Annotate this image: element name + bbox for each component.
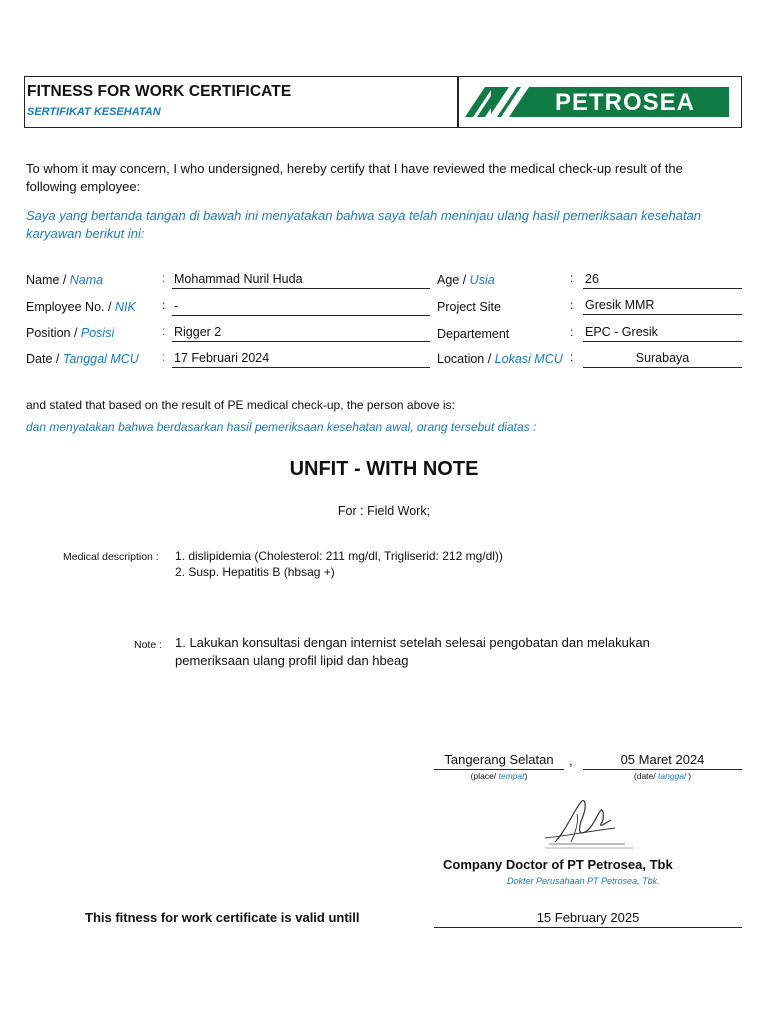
project-site-value: Gresik MMR [583, 298, 742, 315]
certificate-title: FITNESS FOR WORK CERTIFICATE [27, 83, 292, 100]
colon: : [570, 325, 574, 339]
date-label: Date / Tanggal MCU [26, 352, 139, 366]
validity-date: 15 February 2025 [434, 910, 742, 928]
fitness-verdict: UNFIT - WITH NOTE [289, 458, 479, 480]
medical-item: 1. dislipidemia (Cholesterol: 211 mg/dl, Trigliserid: 212 mg/dl)) [175, 549, 503, 563]
department-value: EPC - Gresik [583, 325, 742, 342]
colon: : [570, 298, 574, 312]
colon: : [162, 298, 166, 312]
company-doctor-subtitle: Dokter Perusahaan PT Petrosea, Tbk. [507, 876, 660, 886]
colon: : [570, 350, 574, 364]
validity-label: This fitness for work certificate is valid untill [85, 910, 360, 925]
certificate-header [24, 76, 742, 128]
statement-en: and stated that based on the result of PE medical check-up, the person above is: [26, 398, 455, 412]
logo-text: PETROSEA [554, 89, 696, 116]
location-value: Surabaya [583, 351, 742, 368]
sign-date: 05 Maret 2024 [583, 752, 742, 770]
intro-en: To whom it may concern, I who undersigned, hereby certify that I have reviewed the medical check-up result of the following employee: [26, 161, 683, 194]
sign-place: Tangerang Selatan [434, 752, 564, 770]
doctor-signature [515, 792, 645, 863]
header-divider [457, 77, 459, 127]
petrosea-logo [465, 83, 733, 126]
colon: : [570, 271, 574, 285]
colon: : [162, 324, 166, 338]
medical-description-label: Medical description : [63, 551, 159, 563]
position-label: Position / Posisi [26, 326, 115, 340]
certificate-subtitle: SERTIFIKAT KESEHATAN [27, 106, 161, 118]
department-label: Departement [437, 327, 510, 341]
medical-description-list [175, 548, 503, 580]
company-doctor-title: Company Doctor of PT Petrosea, Tbk [443, 857, 673, 872]
employee-no-value: - [172, 299, 430, 316]
project-site-label: Project Site [437, 300, 501, 314]
note-label: Note : [134, 639, 163, 651]
place-caption: (place/ tempat) [470, 771, 528, 781]
intro-id: Saya yang bertanda tangan di bawah ini menyatakan bahwa saya telah meninjau ulang hasil pemeriksaan kesehatan karyawan berikut ini: [26, 208, 702, 241]
medical-item: 2. Susp. Hepatitis B (hbsag +) [175, 565, 335, 579]
position-value: Rigger 2 [172, 325, 430, 342]
date-caption: (date/ tanggal ) [633, 771, 692, 781]
comma: , [569, 753, 573, 768]
colon: : [162, 271, 166, 285]
statement-id: dan menyatakan bahwa berdasarkan hasil pemeriksaan kesehatan awal, orang tersebut diatas : [26, 420, 537, 434]
name-label: Name / Nama [26, 273, 104, 287]
date-value: 17 Februari 2024 [172, 351, 430, 368]
age-value: 26 [583, 272, 742, 289]
note-text: 1. Lakukan konsultasi dengan internist setelah selesai pengobatan dan melakukan pemeriksaan ulang profil lipid dan hbeag [175, 635, 650, 668]
colon: : [162, 350, 166, 364]
name-value: Mohammad Nuril Huda [172, 272, 430, 289]
age-label: Age / Usia [437, 273, 495, 287]
location-label: Location / Lokasi MCU [437, 352, 563, 366]
employee-no-label: Employee No. / NIK [26, 300, 136, 314]
work-purpose: For : Field Work; [337, 504, 431, 518]
